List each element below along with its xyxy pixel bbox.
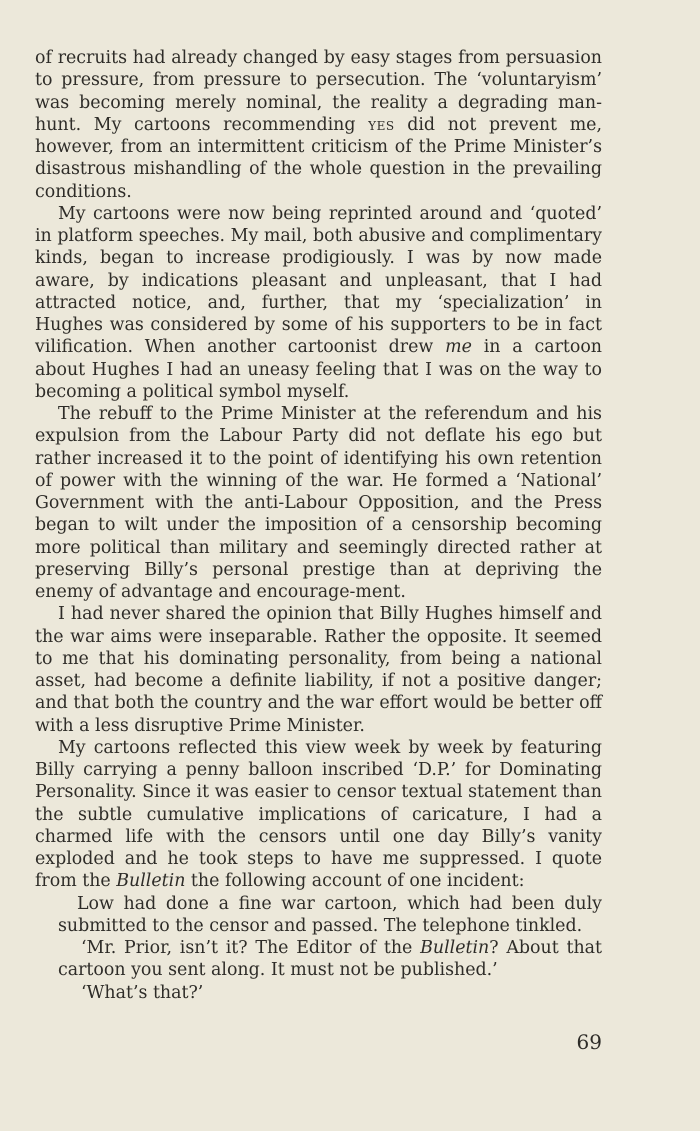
block-quote (35, 893, 602, 1004)
text-run: My cartoons reflected this view week by week by featuring Billy carrying a penny balloon inscribed ‘D.P.’ for Dominating Personality. Since it was easier to censor textual statement than the subtle cumulative implications of caricature, I had a charmed life with the censors until one day Billy’s vanity exploded and he took steps to have me suppressed. I quote from the (35, 737, 602, 892)
text-run: the following account of one incident: (185, 871, 525, 892)
text-run-italic: Bulletin (116, 871, 186, 892)
text-run: The rebuff to the Prime Minister at the referendum and his expulsion from the Labour Party did not deflate his ego but rather increased it to the point of identifying his own retention of power with the winning of the war. He formed a ‘National’ Government with the anti-Labour Opposition, and the Press began to wilt under the imposition of a censorship becoming more political than military and seemingly directed rather at preserving Billy’s personal prestige than at depriving the enemy of advantage and encourage-ment. (35, 404, 602, 602)
text-run: I had never shared the opinion that Billy Hughes himself and the war aims were inseparable. Rather the opposite. It seemed to me that his dominating personality, from being a national asset, had become a definite liability, if not a positive danger; and that both the country and the war effort would be better off with a less disruptive Prime Minister. (35, 604, 602, 736)
body-paragraph (35, 203, 602, 403)
quote-paragraph (58, 937, 602, 982)
body-paragraph (35, 403, 602, 603)
text-run: in a cartoon about Hughes I had an uneasy feeling that I was on the way to becoming a political symbol myself. (35, 337, 603, 402)
text-run: My cartoons were now being reprinted around and ‘quoted’ in platform speeches. My mail, both abusive and complimentary kinds, began to increase prodigiously. I was by now made aware, by indications pleasant and unpleasant, that I had attracted notice, and, further, that my ‘specialization’ in Hughes was considered by some of his supporters to be in fact vilification. When another cartoonist drew (35, 203, 602, 358)
text-run: Low had done a fine war cartoon, which had been duly submitted to the censor and passed. The telephone tinkled. (58, 893, 602, 936)
body-paragraph (35, 47, 602, 203)
quote-paragraph (58, 982, 602, 1004)
text-run-italic: me (445, 337, 472, 358)
text-run: of recruits had already changed by easy stages from persuasion to pressure, from pressure to persecution. The ‘voluntaryism’ was becoming merely nominal, the reality a degrading man-hunt. My cartoons recommending (35, 48, 602, 135)
page-body (35, 47, 602, 1004)
text-run-italic: Bulletin (420, 938, 490, 958)
body-paragraph (35, 737, 602, 893)
text-run-small-caps: yes (368, 114, 395, 135)
text-run: ‘Mr. Prior, isn’t it? The Editor of the (81, 938, 421, 958)
text-run: ? About that cartoon you sent along. It must not be published.’ (58, 938, 603, 981)
quote-paragraph (58, 893, 602, 938)
body-paragraph (35, 603, 602, 737)
text-run: did not prevent me, however, from an intermittent criticism of the Prime Minister’s disastrous mishandling of the whole question in the prevailing conditions. (35, 114, 603, 202)
page-number: 69 (576, 1030, 602, 1054)
text-run: ‘What’s that?’ (81, 982, 204, 1003)
